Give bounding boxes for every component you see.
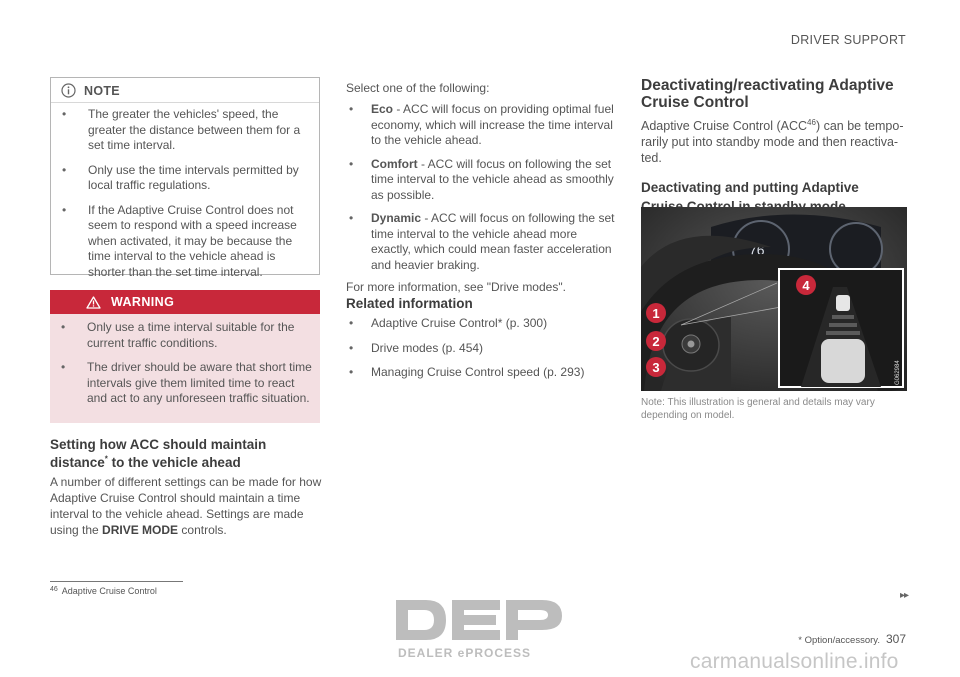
steering-wheel-illustration: [641, 207, 907, 391]
heading-line-2: distance: [50, 455, 105, 470]
warning-triangle-icon: [86, 296, 101, 309]
footnote: [50, 586, 157, 596]
deactivate-heading: [641, 77, 913, 111]
note-item: • Only use the time intervals permitted by local traffic regulations.: [51, 163, 313, 194]
footnote-number: 46: [50, 586, 58, 593]
related-heading: Related information: [346, 296, 473, 311]
footnote-divider: [50, 581, 183, 582]
deactivate-section: [641, 77, 913, 216]
note-item: • The greater the vehicles' speed, the greater the distance between them for a set time interval.: [51, 107, 313, 154]
note-item: • If the Adaptive Cruise Control does not seem to respond with a speed increase when activated, it may be because the time interval to the vehicle ahead is shorter than the set time interval.: [51, 203, 313, 281]
deactivate-heading-2: Cruise Control: [641, 94, 749, 111]
speed-readout: 76: [749, 242, 765, 258]
deactivate-heading-1: Deactivating/reactivating Adaptive: [641, 77, 894, 94]
footnote-ref: 46: [807, 117, 816, 127]
deactivate-body: [641, 118, 913, 166]
callout-1: [646, 303, 666, 323]
drive-mode-item-dynamic: [346, 211, 616, 273]
warning-item: • Only use a time interval suitable for the current traffic conditions.: [50, 320, 312, 351]
term-comfort: Comfort: [371, 156, 418, 171]
eco-text: - ACC will focus on providing optimal fuel economy, which will increase the time interval to the vehicle ahead.: [371, 102, 614, 147]
dealer-eprocess-logo: [396, 596, 566, 667]
dynamic-text: - ACC will focus on following the set time interval to the vehicle ahead more exactly, which could mean faster acceleration and heavier braking.: [371, 211, 615, 272]
svg-text:3: 3: [652, 360, 660, 375]
option-note: * Option/accessory.: [798, 635, 880, 646]
deact-body-end: ) can be tempo-rarily put into standby mode and then reactiva-ted.: [641, 119, 904, 165]
warning-title: WARNING: [111, 295, 175, 309]
deact-body-text: Adaptive Cruise Control (ACC: [641, 119, 808, 133]
drive-mode-list: [346, 102, 616, 273]
site-watermark: carmanualsonline.info: [690, 650, 899, 673]
drive-mode-term: DRIVE MODE: [102, 523, 179, 537]
related-section: [346, 295, 616, 390]
drive-mode-item-eco: [346, 102, 616, 149]
setting-section: [50, 436, 325, 538]
setting-body-text: A number of different settings can be made for how Adaptive Cruise Control should maintain a time interval to the vehicle ahead. Settings are made using the: [50, 475, 322, 537]
logo-text: DEALER ePROCESS: [398, 646, 532, 660]
illustration-code: G062984: [895, 360, 901, 385]
svg-text:1: 1: [652, 306, 660, 321]
comfort-text: - ACC will focus on following the set time interval to the vehicle ahead as smoothly as possible.: [371, 156, 614, 202]
select-intro: Select one of the following:: [346, 81, 490, 95]
page-footer: [798, 632, 906, 646]
select-section: [346, 80, 616, 295]
info-icon: [61, 83, 76, 98]
standby-heading-1: Deactivating and putting Adaptive: [641, 180, 859, 195]
option-asterisk: *: [104, 454, 108, 464]
own-vehicle: [821, 339, 865, 383]
warning-item: • The driver should be aware that short time intervals give them limited time to react and act to any unforeseen traffic situation.: [50, 360, 312, 407]
svg-text:2: 2: [652, 334, 660, 349]
callout-2: [646, 331, 666, 351]
next-page-arrows[interactable]: ▸▸: [899, 590, 908, 601]
warning-box: [50, 290, 320, 423]
related-link[interactable]: • Adaptive Cruise Control* (p. 300): [346, 316, 616, 332]
setting-body: [50, 474, 325, 538]
note-divider: [51, 102, 319, 103]
more-info-text: For more information, see "Drive modes".: [346, 280, 566, 294]
note-title: NOTE: [84, 83, 120, 98]
note-box: [50, 77, 320, 279]
warning-list: [50, 320, 312, 416]
setting-heading: [50, 436, 325, 472]
related-link[interactable]: • Managing Cruise Control speed (p. 293): [346, 365, 616, 381]
heading-line-1: Setting how ACC should maintain: [50, 437, 267, 452]
related-link[interactable]: • Drive modes (p. 454): [346, 341, 616, 357]
footnote-text: Adaptive Cruise Control: [61, 586, 157, 596]
callout-4: [796, 275, 816, 295]
heading-line-2-end: to the vehicle ahead: [107, 455, 241, 470]
vehicle-ahead: [836, 295, 850, 311]
setting-body-end: controls.: [178, 523, 227, 537]
page-number: 307: [885, 632, 906, 646]
svg-text:4: 4: [802, 278, 810, 293]
term-eco: Eco: [371, 102, 394, 116]
note-header: [61, 83, 120, 98]
term-dynamic: Dynamic: [371, 211, 422, 225]
related-list: [346, 316, 616, 381]
section-header: DRIVER SUPPORT: [790, 33, 906, 47]
warning-header: [50, 290, 320, 314]
drive-mode-item-comfort: [346, 157, 616, 204]
callout-3: [646, 357, 666, 377]
note-list: [51, 107, 313, 289]
illustration-svg: [641, 207, 907, 391]
illustration-caption: Note: This illustration is general and details may vary depending on model.: [641, 397, 875, 421]
